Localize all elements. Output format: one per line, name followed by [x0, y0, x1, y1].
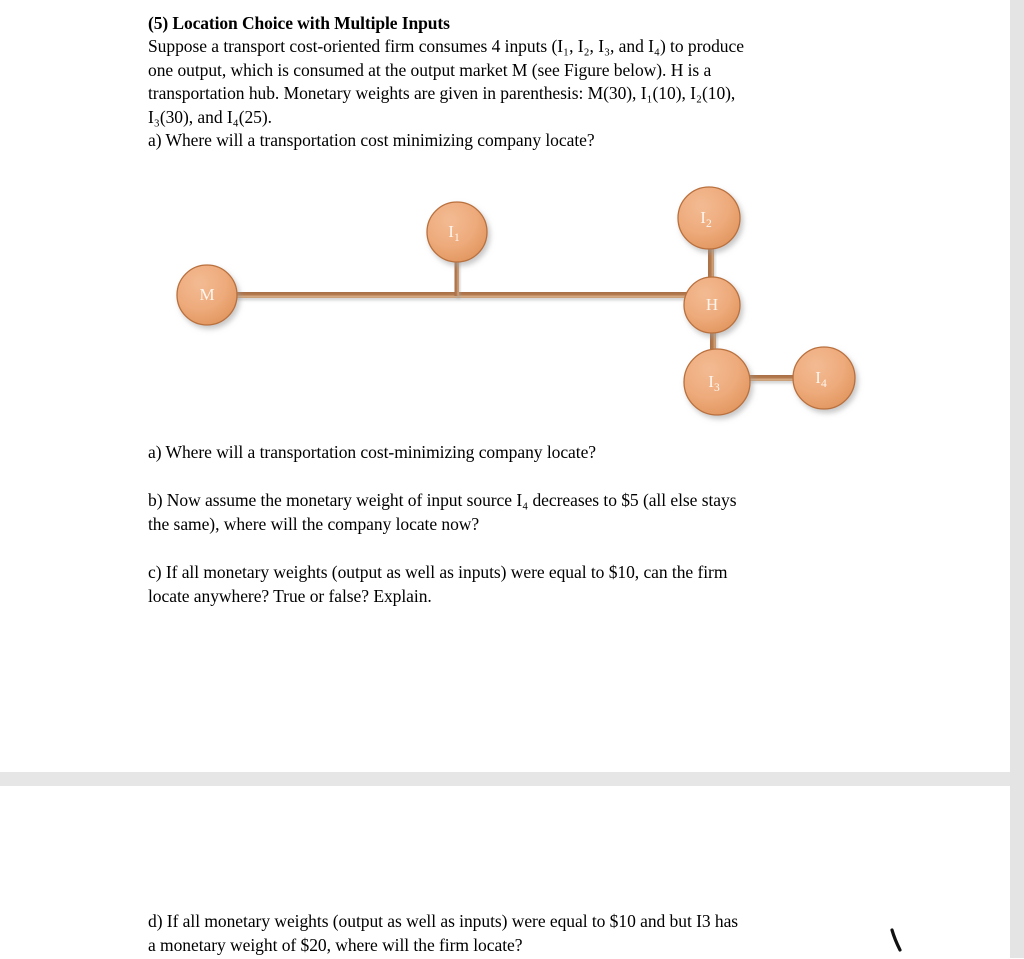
question-5-heading — [148, 12, 864, 35]
question-c-line-2 — [148, 584, 864, 608]
intro-question-a-text: a) Where will a transportation cost minimizing company locate? — [148, 130, 595, 150]
intro-line-4 — [148, 106, 864, 130]
node-m-output-market[interactable] — [177, 265, 237, 325]
question-a-text: a) Where will a transportation cost-minimizing company locate? — [148, 442, 597, 462]
question-title-text: (5) Location Choice with Multiple Inputs — [148, 13, 450, 33]
node-i1-input[interactable] — [427, 202, 487, 262]
intro-line-2-text: one output, which is consumed at the output market M (see Figure below). H is a — [148, 59, 712, 80]
question-b-line-1 — [148, 488, 864, 512]
intro-line-4-text: I₃(30), and I₄(25). — [148, 106, 272, 127]
question-d-line-2 — [148, 933, 864, 957]
intro-question-a — [148, 129, 864, 153]
node-i3-label: $I_3$ — [708, 371, 720, 394]
node-i4-input[interactable] — [793, 347, 855, 409]
question-d-line-2-text: a monetary weight of $20, where will the firm locate? — [148, 935, 523, 955]
intro-line-2 — [148, 59, 864, 83]
question-c-line-1-text: c) If all monetary weights (output as well as inputs) were equal to $10, can the firm — [148, 562, 728, 582]
handwritten-pen-mark — [889, 928, 905, 954]
location-network-diagram — [148, 176, 878, 426]
node-h-label: H — [705, 294, 719, 314]
question-5-intro-paragraph — [148, 35, 864, 153]
question-c-block — [148, 560, 864, 608]
edge-m-to-h — [228, 292, 714, 298]
question-b-block — [148, 488, 864, 536]
page-separator-band — [0, 772, 1010, 786]
question-c-line-2-text: locate anywhere? True or false? Explain. — [148, 586, 432, 606]
node-i2-label: $I_2$ — [700, 207, 712, 230]
node-i4-label: $I_4$ — [815, 367, 827, 390]
page-right-gutter[interactable] — [1010, 0, 1024, 958]
intro-line-3 — [148, 82, 864, 106]
node-i2-input[interactable] — [678, 187, 740, 249]
intro-line-1-text: Suppose a transport cost-oriented firm consumes 4 inputs (I₁, I₂, I₃, and I₄) to produce — [148, 36, 744, 56]
question-b-line-1-text: b) Now assume the monetary weight of input source I₄ decreases to $5 (all else stays — [148, 490, 737, 510]
intro-line-1 — [148, 35, 864, 59]
question-a-line-1 — [148, 440, 864, 464]
question-d-block — [148, 909, 864, 957]
question-b-line-2 — [148, 512, 864, 536]
node-h-transportation-hub[interactable] — [684, 277, 740, 333]
question-a-block — [148, 440, 864, 464]
node-m-label: M — [199, 284, 215, 304]
intro-line-3-text: transportation hub. Monetary weights are given in parenthesis: M(30), I₁(10), I₂(10), — [148, 83, 736, 103]
node-i3-input[interactable] — [684, 349, 750, 415]
question-d-line-1-text: d) If all monetary weights (output as well as inputs) were equal to $10 and but I3 has — [148, 911, 739, 931]
node-i1-label: $I_1$ — [448, 221, 460, 244]
question-c-line-1 — [148, 560, 864, 584]
question-b-line-2-text: the same), where will the company locate now? — [148, 514, 480, 534]
question-d-line-1 — [148, 909, 864, 933]
